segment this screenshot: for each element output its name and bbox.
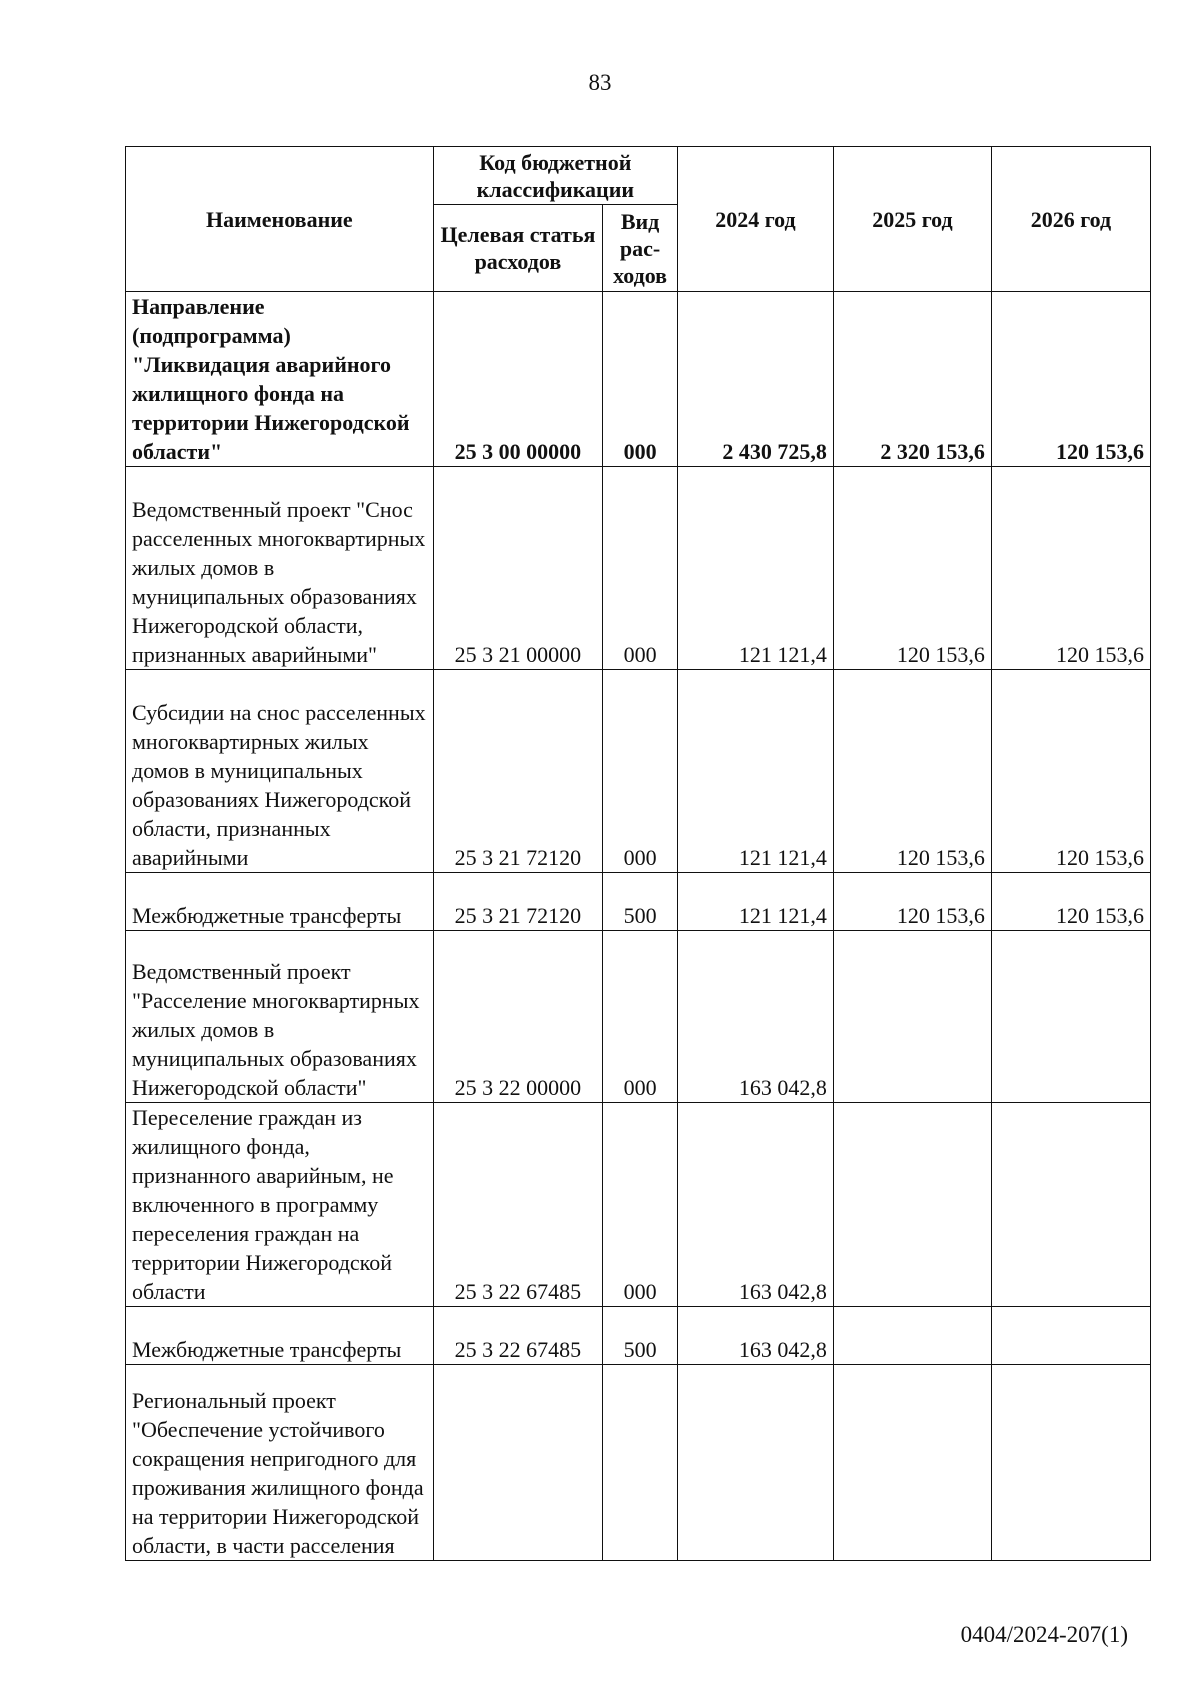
table-row xyxy=(126,292,1151,467)
cell-name: Межбюджетные трансферты xyxy=(126,873,434,931)
cell-name: Ведомственный проект "Расселение многоквартирных жилых домов в муниципальных образованиях Нижегородской области" xyxy=(126,931,434,1103)
table-row xyxy=(126,670,1151,873)
cell-2026 xyxy=(991,1365,1150,1561)
cell-2025: 2 320 153,6 xyxy=(833,292,991,467)
header-budget-code: Код бюджетной классификации xyxy=(433,147,677,205)
cell-expense-type: 000 xyxy=(603,292,678,467)
cell-expense-type: 000 xyxy=(603,931,678,1103)
cell-target-article: 25 3 21 00000 xyxy=(433,467,602,670)
cell-2026 xyxy=(991,1103,1150,1307)
cell-2024: 121 121,4 xyxy=(677,467,833,670)
table-row xyxy=(126,467,1151,670)
table-row xyxy=(126,1307,1151,1365)
cell-2025: 120 153,6 xyxy=(833,873,991,931)
table-row xyxy=(126,873,1151,931)
cell-expense-type: 500 xyxy=(603,873,678,931)
header-name: Наименование xyxy=(126,147,434,292)
document-code: 0404/2024-207(1) xyxy=(960,1622,1128,1647)
cell-2024: 163 042,8 xyxy=(677,1103,833,1307)
header-2024: 2024 год xyxy=(677,147,833,292)
cell-expense-type: 500 xyxy=(603,1307,678,1365)
header-2025: 2025 год xyxy=(833,147,991,292)
cell-expense-type: 000 xyxy=(603,467,678,670)
cell-2026: 120 153,6 xyxy=(991,292,1150,467)
cell-2024: 121 121,4 xyxy=(677,670,833,873)
table-header xyxy=(126,147,1151,292)
cell-target-article: 25 3 22 00000 xyxy=(433,931,602,1103)
cell-2024: 163 042,8 xyxy=(677,1307,833,1365)
table-row xyxy=(126,931,1151,1103)
cell-target-article: 25 3 22 67485 xyxy=(433,1103,602,1307)
cell-2025 xyxy=(833,1365,991,1561)
cell-name: Переселение граждан из жилищного фонда, признанного аварийным, не включенного в программу переселения граждан на территории Нижегородской области xyxy=(126,1103,434,1307)
header-expense-type: Вид рас-ходов xyxy=(603,205,678,292)
cell-2025 xyxy=(833,1103,991,1307)
cell-name: Региональный проект "Обеспечение устойчивого сокращения непригодного для проживания жилищного фонда на территории Нижегородской области, в части расселения xyxy=(126,1365,434,1561)
cell-2024: 121 121,4 xyxy=(677,873,833,931)
table-row xyxy=(126,1103,1151,1307)
cell-2024: 163 042,8 xyxy=(677,931,833,1103)
cell-name: Направление (подпрограмма) "Ликвидация аварийного жилищного фонда на территории Нижегородской области" xyxy=(126,292,434,467)
cell-target-article xyxy=(433,1365,602,1561)
cell-2024 xyxy=(677,1365,833,1561)
budget-table xyxy=(125,146,1151,1561)
cell-2025 xyxy=(833,931,991,1103)
cell-name: Межбюджетные трансферты xyxy=(126,1307,434,1365)
cell-2025: 120 153,6 xyxy=(833,467,991,670)
cell-2026 xyxy=(991,931,1150,1103)
cell-2026: 120 153,6 xyxy=(991,467,1150,670)
cell-name: Субсидии на снос расселенных многоквартирных жилых домов в муниципальных образованиях Нижегородской области, признанных аварийными xyxy=(126,670,434,873)
cell-target-article: 25 3 21 72120 xyxy=(433,670,602,873)
page-number: 83 xyxy=(588,70,612,95)
cell-2026: 120 153,6 xyxy=(991,873,1150,931)
cell-expense-type: 000 xyxy=(603,1103,678,1307)
cell-2024: 2 430 725,8 xyxy=(677,292,833,467)
cell-expense-type: 000 xyxy=(603,670,678,873)
cell-name: Ведомственный проект "Снос расселенных многоквартирных жилых домов в муниципальных образованиях Нижегородской области, признанных аварийными" xyxy=(126,467,434,670)
cell-2026: 120 153,6 xyxy=(991,670,1150,873)
cell-target-article: 25 3 22 67485 xyxy=(433,1307,602,1365)
cell-target-article: 25 3 21 72120 xyxy=(433,873,602,931)
header-2026: 2026 год xyxy=(991,147,1150,292)
table-body xyxy=(126,292,1151,1561)
cell-2025 xyxy=(833,1307,991,1365)
cell-target-article: 25 3 00 00000 xyxy=(433,292,602,467)
cell-2025: 120 153,6 xyxy=(833,670,991,873)
header-target-article: Целевая статья расходов xyxy=(433,205,602,292)
table-row xyxy=(126,1365,1151,1561)
cell-expense-type xyxy=(603,1365,678,1561)
cell-2026 xyxy=(991,1307,1150,1365)
